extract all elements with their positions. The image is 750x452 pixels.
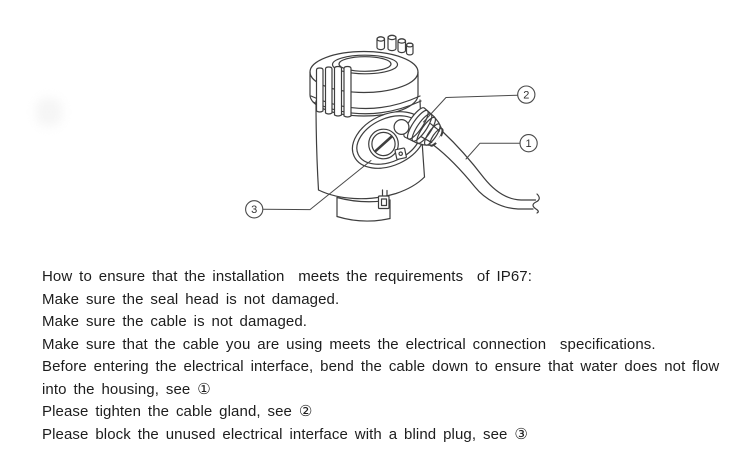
- grip-rib: [326, 67, 333, 114]
- connector-bottom-arc: [337, 217, 390, 222]
- callout-2-digit: 2: [523, 89, 530, 102]
- spare-entry-hole: [394, 120, 409, 135]
- doc-line-7: Please tighten the cable gland, see ②: [42, 403, 313, 421]
- leader-line-1: [466, 143, 520, 159]
- locking-tab: [395, 148, 407, 160]
- instruction-text: [42, 266, 734, 446]
- callout-3-digit: 3: [251, 204, 258, 217]
- doc-line-1: How to ensure that the installation meets the requirements of IP67:: [42, 268, 533, 285]
- clip-bracket: [379, 196, 390, 209]
- doc-line-8: Please block the unused electrical interface with a blind plug, see ③: [42, 425, 528, 443]
- grip-rib: [335, 67, 342, 117]
- callout-1-digit: 1: [525, 138, 532, 150]
- grip-rib: [317, 68, 324, 112]
- body-bottom-arc: [319, 177, 425, 199]
- cable-body: [438, 139, 534, 204]
- callout-3-marker: [246, 201, 263, 218]
- lid-rim-pins: [377, 35, 413, 55]
- rim-pin: [388, 35, 396, 50]
- cable-break-mark: [533, 194, 539, 213]
- doc-line-5: Before entering the electrical interface, bend the cable down to ensure that water does not flow: [42, 358, 720, 376]
- side-clip: [379, 190, 390, 209]
- rim-pin: [407, 43, 414, 55]
- rim-pin: [377, 37, 385, 50]
- doc-line-3: Make sure the cable is not damaged.: [42, 313, 308, 331]
- doc-line-4: Make sure that the cable you are using meets the electrical connection specifications.: [42, 335, 656, 353]
- callout-1-marker: [520, 135, 537, 152]
- doc-line-2: Make sure the seal head is not damaged.: [42, 290, 340, 308]
- body-left-edge: [316, 101, 319, 190]
- blind-plug: [369, 129, 399, 159]
- tab-plate: [395, 148, 407, 160]
- leader-line-2: [424, 95, 518, 122]
- callout-2-marker: [518, 86, 535, 103]
- grip-rib: [344, 67, 351, 118]
- doc-line-6: into the housing, see ①: [42, 380, 211, 398]
- rim-pin: [398, 39, 406, 53]
